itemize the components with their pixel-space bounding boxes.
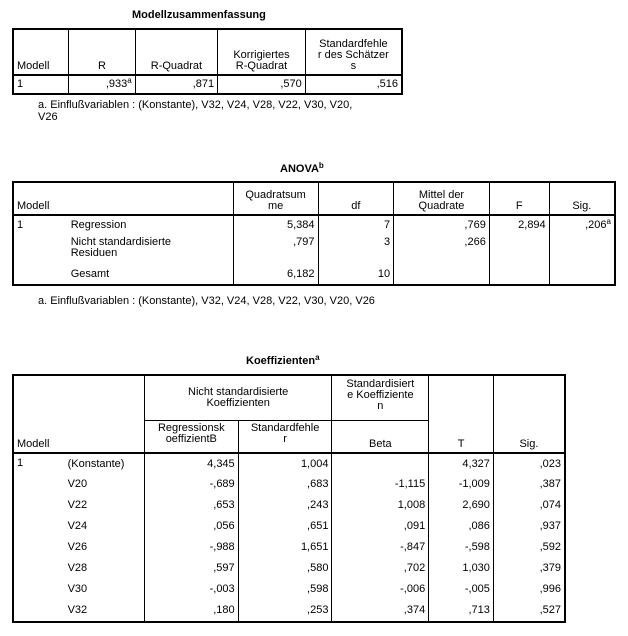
coef-model-no: 1 [13, 453, 65, 622]
header-korr-r-quadrat [218, 29, 306, 75]
coef-cell-var: V32 [65, 600, 145, 622]
coef-cell-var: (Konstante) [67, 457, 125, 470]
anova-row-label [68, 235, 233, 264]
header-line: Quadrate [418, 200, 465, 212]
coefficients-title: Koeffizienten$^a$ [246, 353, 320, 367]
anova-cell-f: 2,894 [489, 215, 549, 235]
coef-cell-t: ,086 [429, 516, 494, 537]
anova-title: ANOVA$^b$ [280, 161, 324, 175]
header-line: e Koeffiziente [347, 389, 414, 401]
anova-header-qs [233, 182, 318, 215]
coef-cell-beta [332, 453, 429, 474]
model-summary-title: Modellzusammenfassung [132, 9, 266, 21]
coef-cell-sig: ,996 [493, 579, 565, 600]
coef-cell-t: -1,009 [429, 474, 494, 495]
table-row [13, 453, 565, 474]
table-row [13, 600, 565, 622]
anova-cell-sig [549, 235, 615, 264]
coef-cell-t: -,005 [429, 579, 494, 600]
coef-cell-var: V22 [67, 499, 88, 511]
header-line: Quadratsum [245, 189, 306, 201]
coef-cell-sig: ,023 [493, 453, 565, 474]
header-stderr [305, 29, 402, 75]
cell-r2: ,871 [135, 75, 217, 94]
coef-cell-b: ,056 [144, 516, 238, 537]
coef-header-nicht-std [144, 375, 332, 420]
header-line: Standardfehle [250, 421, 320, 434]
coef-cell-t: 4,327 [429, 453, 494, 474]
table-row [13, 558, 565, 579]
coef-cell-se: 1,651 [238, 537, 332, 558]
header-line: Regressionsk [157, 421, 225, 434]
coef-cell-se: ,651 [238, 516, 332, 537]
anova-header-f: F [489, 182, 549, 215]
coef-header-beta: Beta [332, 420, 429, 453]
coef-cell-sig: ,387 [493, 474, 565, 495]
anova-cell-df: 3 [318, 235, 394, 264]
coef-cell-t: 1,030 [429, 558, 494, 579]
coef-cell-se: ,580 [238, 558, 332, 579]
anova-header-sig: Sig. [549, 182, 615, 215]
anova-table [12, 181, 616, 286]
header-line: Standardfehle [319, 38, 388, 50]
coef-cell-se: ,243 [238, 495, 332, 516]
coef-cell-beta: ,374 [332, 600, 429, 622]
coefficients-table [12, 374, 566, 623]
header-line: r [283, 432, 287, 445]
header-r-quadrat: R-Quadrat [135, 29, 217, 75]
coef-cell-b: 4,345 [144, 453, 238, 474]
coef-cell-sig: ,379 [493, 558, 565, 579]
anova-header-mq [394, 182, 490, 215]
coef-header-b [144, 420, 238, 453]
anova-cell-df: 10 [318, 264, 394, 285]
coef-header-t: T [429, 375, 494, 453]
anova-cell-mq [394, 264, 490, 285]
coef-cell-t: ,713 [429, 600, 494, 622]
anova-row-label: Regression [70, 219, 127, 231]
coef-cell-b: ,653 [144, 495, 238, 516]
coef-cell-sig: ,527 [493, 600, 565, 622]
header-line: R-Quadrat [235, 60, 288, 72]
coef-cell-se: ,598 [238, 579, 332, 600]
header-line: Nicht standardisierte [188, 385, 289, 398]
cell-modell: 1 [13, 75, 69, 94]
anova-header-modell: Modell [13, 182, 233, 215]
cell-stderr: ,516 [305, 75, 402, 94]
coef-cell-b: -,689 [144, 474, 238, 495]
coef-cell-beta: ,702 [332, 558, 429, 579]
coef-cell-var: V30 [67, 583, 88, 595]
coef-cell-beta: -,847 [332, 537, 429, 558]
anova-cell-df: 7 [318, 215, 394, 235]
anova-model-no: 1 [13, 215, 68, 285]
coef-cell-sig: ,074 [493, 495, 565, 516]
cell-korr-r2: ,570 [218, 75, 306, 94]
coef-cell-b: ,597 [144, 558, 238, 579]
header-line: me [267, 200, 284, 212]
anova-cell-mq: ,266 [394, 235, 490, 264]
coef-cell-beta: ,091 [332, 516, 429, 537]
label-line: Nicht standardisierte [70, 236, 171, 248]
header-line: s [350, 60, 357, 72]
coef-cell-var: V28 [67, 562, 88, 574]
footnote-line: V26 [38, 111, 58, 123]
header-line: Mittel der [418, 189, 465, 201]
header-line: Standardisiert [346, 378, 415, 390]
anova-cell-qs: ,797 [233, 235, 318, 264]
anova-cell-sig: ,206$^a$ [549, 215, 615, 235]
coef-cell-se: ,253 [238, 600, 332, 622]
header-line: Korrigiertes [233, 49, 290, 61]
coef-cell-sig: ,592 [493, 537, 565, 558]
header-line: n [377, 400, 384, 412]
coef-cell-b: -,003 [144, 579, 238, 600]
anova-header-df: df [318, 182, 394, 215]
coef-cell-beta: 1,008 [332, 495, 429, 516]
anova-cell-f [489, 235, 549, 264]
header-line: r des Schätzer [317, 49, 389, 61]
header-line: Koeffizienten [206, 396, 270, 409]
cell-r: ,933$^a$ [69, 75, 135, 94]
anova-cell-sig [549, 264, 615, 285]
table-row [13, 474, 565, 495]
footnote-line: a. Einflußvariablen : (Konstante), V32, V24, V28, V22, V30, V20, [38, 99, 353, 111]
table-row [13, 537, 565, 558]
header-modell: Modell [13, 29, 69, 75]
coef-cell-sig: ,937 [493, 516, 565, 537]
coef-header-modell: Modell [13, 375, 144, 453]
coef-cell-beta: -1,115 [332, 474, 429, 495]
coef-cell-t: -,598 [429, 537, 494, 558]
coef-cell-t: 2,690 [429, 495, 494, 516]
table-row [13, 495, 565, 516]
table-row [13, 579, 565, 600]
model-summary-footnote [38, 99, 352, 123]
coef-header-sig: Sig. [493, 375, 565, 453]
coef-cell-se: 1,004 [238, 453, 332, 474]
coef-cell-b: ,180 [144, 600, 238, 622]
anova-cell-f [489, 264, 549, 285]
label-line: Residuen [70, 247, 118, 259]
anova-footnote: a. Einflußvariablen : (Konstante), V32, V24, V28, V22, V30, V20, V26 [38, 295, 375, 307]
coef-header-std [332, 375, 429, 420]
table-row [13, 516, 565, 537]
coef-cell-b: -,988 [144, 537, 238, 558]
anova-cell-mq: ,769 [394, 215, 490, 235]
coef-cell-var: V26 [67, 541, 88, 553]
model-summary-table [12, 28, 403, 95]
coef-header-se [238, 420, 332, 453]
coef-cell-var: V24 [67, 520, 88, 532]
coef-cell-beta: -,006 [332, 579, 429, 600]
coef-cell-var: V20 [67, 478, 88, 490]
anova-cell-qs: 5,384 [233, 215, 318, 235]
header-line: oeffizientB [165, 432, 217, 445]
anova-cell-qs: 6,182 [233, 264, 318, 285]
anova-row-label: Gesamt [68, 264, 233, 285]
header-r: R [69, 29, 135, 75]
coef-cell-se: ,683 [238, 474, 332, 495]
